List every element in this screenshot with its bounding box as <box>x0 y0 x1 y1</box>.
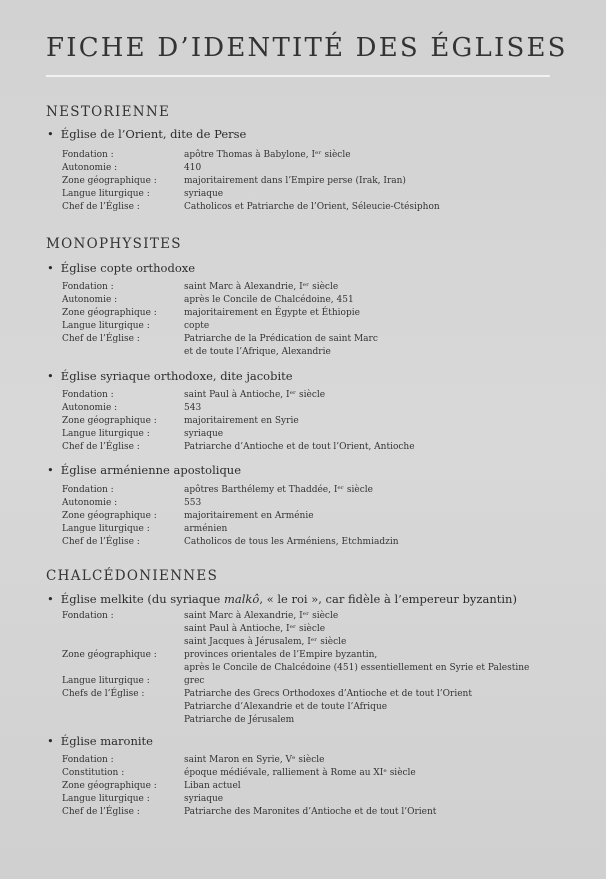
row-value: Patriarche de Jérusalem <box>184 715 295 725</box>
row-value: Patriarche d’Antioche et de tout l’Orient, Antioche <box>184 442 415 452</box>
row-value: saint Paul à Antioche, Iᵉʳ siècle <box>184 624 326 634</box>
row-value: saint Maron en Syrie, Vᵉ siècle <box>184 755 325 765</box>
row-label: Chef de l’Église : <box>62 442 140 452</box>
row-value: majoritairement en Syrie <box>184 416 299 426</box>
row-label: Zone géographique : <box>62 176 157 186</box>
section-heading-chalcedoniennes: CHALCÉDONIENNES <box>46 568 219 584</box>
row-value: et de toute l’Afrique, Alexandrie <box>184 347 331 357</box>
page-title: FICHE D’IDENTITÉ DES ÉGLISES <box>46 33 568 63</box>
row-value: majoritairement dans l’Empire perse (Irak, Iran) <box>184 176 406 186</box>
row-label: Zone géographique : <box>62 308 157 318</box>
bullet-icon: • <box>47 127 54 141</box>
row-label: Fondation : <box>62 390 114 400</box>
row-value: majoritairement en Égypte et Éthiopie <box>184 308 360 318</box>
row-label: Langue liturgique : <box>62 676 150 686</box>
row-label: Langue liturgique : <box>62 429 150 439</box>
row-value: Liban actuel <box>184 781 241 791</box>
row-label: Zone géographique : <box>62 511 157 521</box>
row-value: Catholicos de tous les Arméniens, Etchmiadzin <box>184 537 399 547</box>
row-value: saint Paul à Antioche, Iᵉʳ siècle <box>184 390 326 400</box>
row-value: syriaque <box>184 794 224 804</box>
church-title-armenienne: • Église arménienne apostolique <box>47 463 242 477</box>
church-title-syriaque: • Église syriaque orthodoxe, dite jacobite <box>47 369 293 383</box>
row-label: Fondation : <box>62 611 114 621</box>
row-value: Patriarche des Maronites d’Antioche et de tout l’Orient <box>184 807 437 817</box>
row-label: Fondation : <box>62 755 114 765</box>
row-value: après le Concile de Chalcédoine (451) essentiellement en Syrie et Palestine <box>184 663 530 673</box>
row-label: Autonomie : <box>62 403 118 413</box>
row-label: Chef de l’Église : <box>62 807 140 817</box>
church-title-melkite: • Église melkite (du syriaque malkô, « le roi », car fidèle à l’empereur byzantin) <box>47 592 517 606</box>
row-value: syriaque <box>184 429 224 439</box>
row-value: 410 <box>184 163 202 173</box>
row-value: arménien <box>184 524 228 534</box>
row-label: Autonomie : <box>62 163 118 173</box>
row-value: 543 <box>184 403 202 413</box>
row-label: Fondation : <box>62 282 114 292</box>
row-value: provinces orientales de l’Empire byzantin, <box>184 650 378 660</box>
row-label: Autonomie : <box>62 295 118 305</box>
bullet-icon: • <box>47 734 54 748</box>
row-value: époque médiévale, ralliement à Rome au XIᵉ siècle <box>184 768 416 778</box>
row-label: Zone géographique : <box>62 650 157 660</box>
church-title-maronite: • Église maronite <box>47 734 153 748</box>
row-value: saint Jacques à Jérusalem, Iᵉʳ siècle <box>184 637 347 647</box>
row-label: Chef de l’Église : <box>62 334 140 344</box>
row-label: Zone géographique : <box>62 416 157 426</box>
row-value: majoritairement en Arménie <box>184 511 314 521</box>
bullet-icon: • <box>47 463 54 477</box>
row-value: après le Concile de Chalcédoine, 451 <box>184 295 354 305</box>
bullet-icon: • <box>47 369 54 383</box>
row-label: Chefs de l’Église : <box>62 689 145 699</box>
row-value: Patriarche de la Prédication de saint Marc <box>184 334 378 344</box>
row-label: Chef de l’Église : <box>62 537 140 547</box>
row-label: Langue liturgique : <box>62 524 150 534</box>
church-title-copte: • Église copte orthodoxe <box>47 261 196 275</box>
section-heading-nestorienne: NESTORIENNE <box>46 104 171 120</box>
section-heading-monophysites: MONOPHYSITES <box>46 236 182 252</box>
row-value: grec <box>184 676 205 686</box>
bullet-icon: • <box>47 592 54 606</box>
row-label: Constitution : <box>62 768 125 778</box>
row-label: Zone géographique : <box>62 781 157 791</box>
bullet-icon: • <box>47 261 54 275</box>
row-label: Chef de l’Église : <box>62 202 140 212</box>
row-value: Catholicos et Patriarche de l’Orient, Séleucie-Ctésiphon <box>184 202 440 212</box>
row-label: Langue liturgique : <box>62 794 150 804</box>
row-label: Autonomie : <box>62 498 118 508</box>
row-value: apôtre Thomas à Babylone, Iᵉʳ siècle <box>184 150 351 160</box>
row-value: copte <box>184 321 210 331</box>
row-value: syriaque <box>184 189 224 199</box>
row-value: Patriarche des Grecs Orthodoxes d’Antioche et de tout l’Orient <box>184 689 472 699</box>
row-value: apôtres Barthélemy et Thaddée, Iᵉʳ siècle <box>184 485 373 495</box>
row-label: Langue liturgique : <box>62 321 150 331</box>
row-label: Fondation : <box>62 485 114 495</box>
church-title-orient: • Église de l’Orient, dite de Perse <box>47 127 247 141</box>
row-value: 553 <box>184 498 202 508</box>
row-value: saint Marc à Alexandrie, Iᵉʳ siècle <box>184 611 339 621</box>
title-divider <box>46 75 550 77</box>
row-label: Fondation : <box>62 150 114 160</box>
row-value: Patriarche d’Alexandrie et de toute l’Afrique <box>184 702 388 712</box>
row-label: Langue liturgique : <box>62 189 150 199</box>
row-value: saint Marc à Alexandrie, Iᵉʳ siècle <box>184 282 339 292</box>
